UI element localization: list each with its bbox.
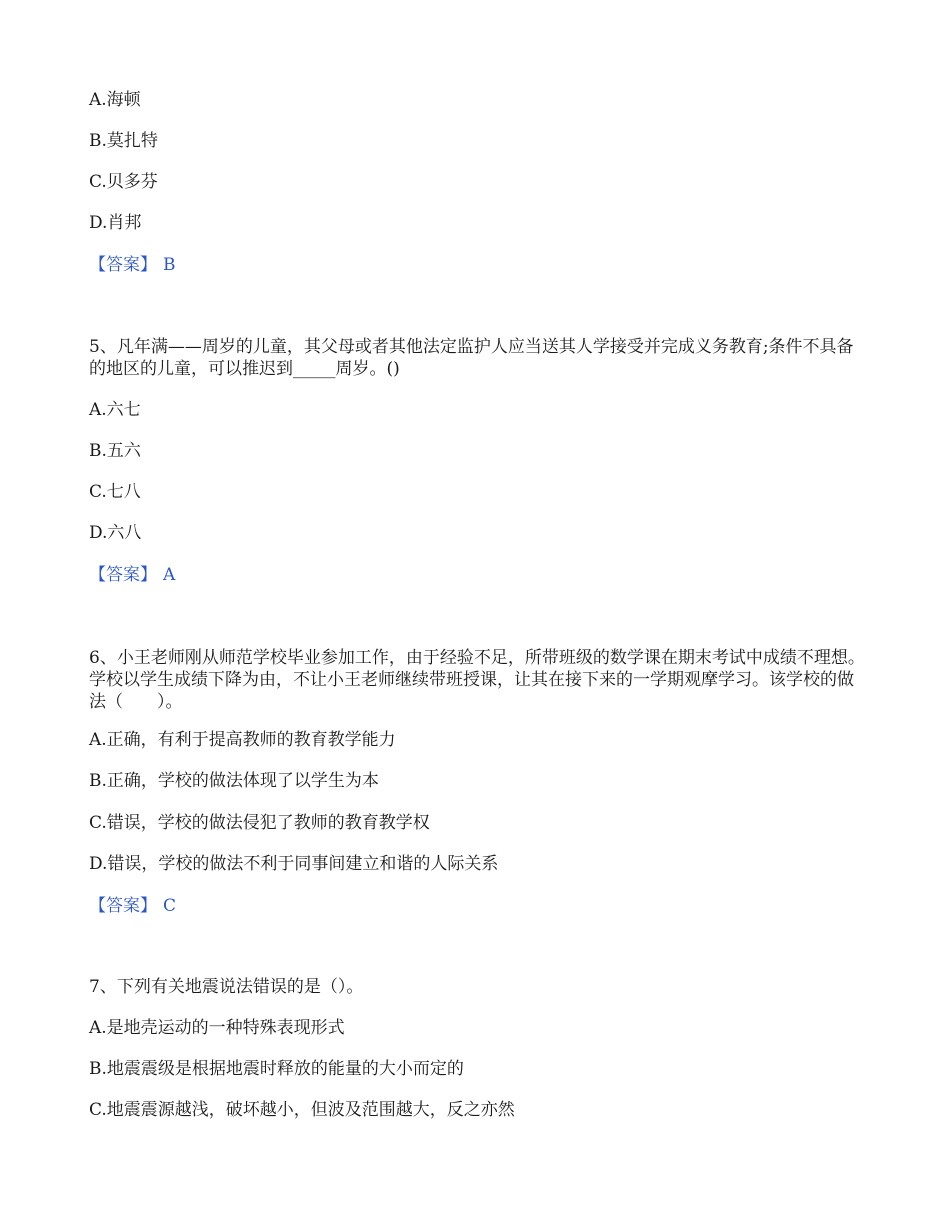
q7-option-b: B.地震震级是根据地震时释放的能量的大小而定的 (89, 1059, 464, 1079)
q6-option-a: A.正确，有利于提高教师的教育教学能力 (89, 730, 396, 750)
answer-letter: C (163, 896, 177, 916)
q7-option-c: C.地震震源越浅，破坏越小，但波及范围越大，反之亦然 (89, 1100, 515, 1120)
q6-option-b: B.正确，学校的做法体现了以学生为本 (89, 771, 379, 791)
q5-option-b: B.五六 (89, 441, 141, 461)
q7-option-a: A.是地壳运动的一种特殊表现形式 (89, 1018, 345, 1038)
q4-option-d: D.肖邦 (89, 213, 142, 233)
q4-answer (89, 254, 176, 276)
answer-label: 【答案】 (89, 565, 157, 585)
answer-label: 【答案】 (89, 896, 157, 916)
q4-option-a: A.海顿 (89, 90, 141, 110)
q5-option-a: A.六七 (89, 400, 141, 420)
q4-option-b: B.莫扎特 (89, 131, 158, 151)
q6-stem: 6、小王老师刚从师范学校毕业参加工作，由于经验不足，所带班级的数学课在期末考试中成绩不理想。学校以学生成绩下降为由，不让小王老师继续带班授课，让其在接下来的一学期观摩学习。该学校的做法（ ）。 (89, 648, 865, 712)
q5-answer (89, 564, 175, 586)
answer-label: 【答案】 (89, 255, 157, 275)
q6-option-c: C.错误，学校的做法侵犯了教师的教育教学权 (89, 813, 430, 833)
q4-option-c: C.贝多芬 (89, 172, 158, 192)
q6-answer (89, 895, 176, 917)
q7-stem: 7、下列有关地震说法错误的是（）。 (89, 977, 364, 997)
q5-option-c: C.七八 (89, 482, 141, 502)
q6-option-d: D.错误，学校的做法不利于同事间建立和谐的人际关系 (89, 854, 499, 874)
answer-letter: B (163, 255, 176, 275)
answer-letter: A (163, 565, 176, 585)
q5-stem: 5、凡年满——周岁的儿童，其父母或者其他法定监护人应当送其人学接受并完成义务教育;条件不具备的地区的儿童，可以推迟到_____周岁。() (89, 337, 854, 379)
q5-option-d: D.六八 (89, 523, 142, 543)
